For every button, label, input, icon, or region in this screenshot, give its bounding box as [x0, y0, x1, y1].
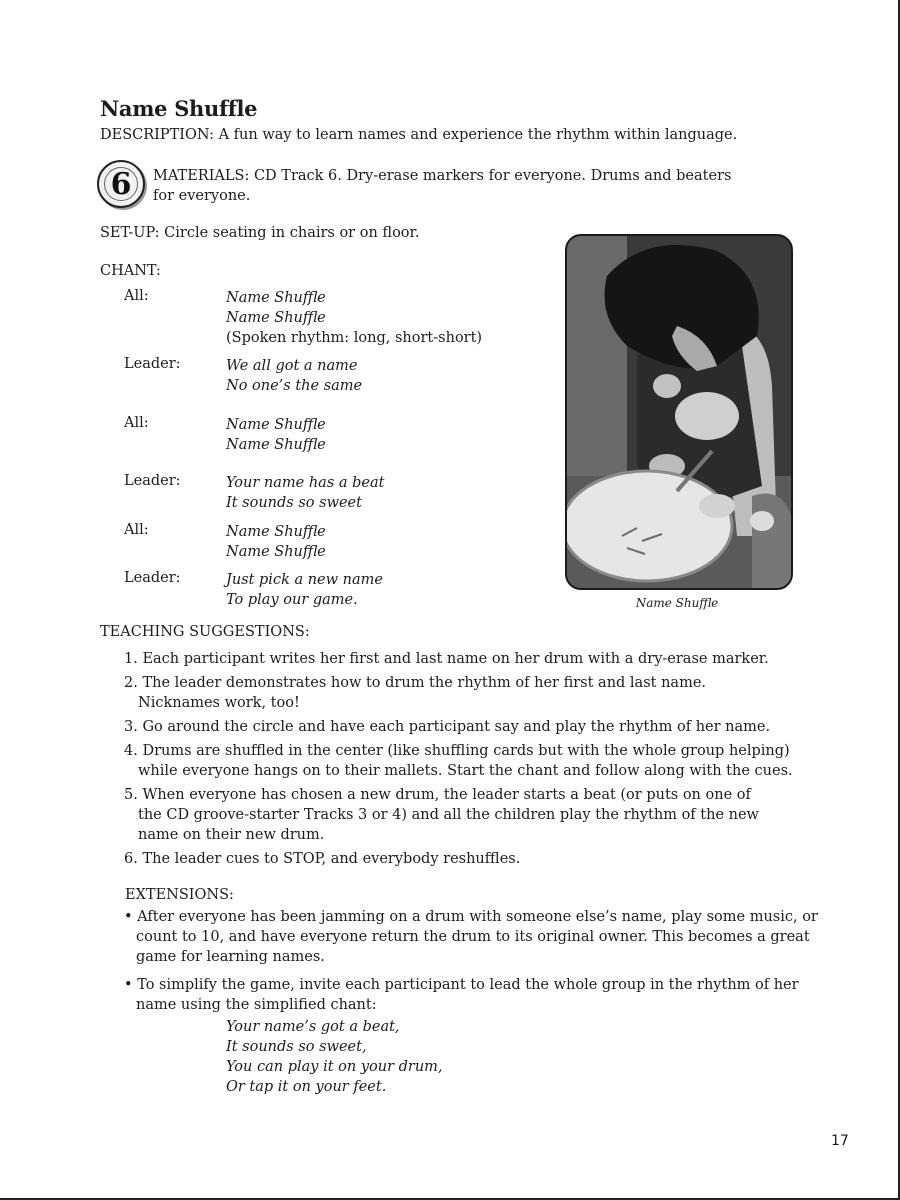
chant-heading: CHANT:	[100, 263, 161, 279]
description-text: DESCRIPTION: A fun way to learn names and experience the rhythm within language.	[100, 127, 738, 143]
extensions-heading: EXTENSIONS:	[125, 887, 234, 903]
photo-illustration	[567, 236, 791, 588]
chant-line: Name Shuffle	[226, 437, 326, 453]
chant-line: Name Shuffle	[226, 544, 326, 560]
teaching-item: 6. The leader cues to STOP, and everybody reshuffles.	[124, 851, 521, 867]
materials-text: MATERIALS: CD Track 6. Dry-erase markers for everyone. Drums and beaters for everyone.	[153, 168, 732, 204]
chant-speaker: All:	[124, 288, 149, 304]
chant-line: To play our game.	[226, 592, 358, 608]
simplified-chant-line: Or tap it on your feet.	[226, 1079, 387, 1095]
chant-verse	[226, 522, 326, 562]
chant-line: Your name has a beat	[226, 475, 385, 491]
extension-item: • To simplify the game, invite each participant to lead the whole group in the rhythm of her name using the simplified chant:	[124, 977, 799, 1013]
chant-line: Name Shuffle	[226, 290, 326, 306]
chant-line: Name Shuffle	[226, 310, 326, 326]
chant-note: (Spoken rhythm: long, short-short)	[226, 330, 483, 346]
chant-verse	[226, 356, 362, 396]
page-title: Name Shuffle	[100, 96, 258, 121]
simplified-chant	[226, 1017, 443, 1097]
chant-line: Name Shuffle	[226, 417, 326, 433]
chant-speaker: All:	[124, 522, 149, 538]
teaching-heading: TEACHING SUGGESTIONS:	[100, 624, 310, 640]
chant-verse	[226, 415, 326, 455]
cd-track-number: 6	[110, 167, 132, 202]
teaching-item: 2. The leader demonstrates how to drum the rhythm of her first and last name. Nicknames work, too!	[124, 675, 707, 711]
teaching-item: 5. When everyone has chosen a new drum, the leader starts a beat (or puts on one of the CD groove-starter Tracks 3 or 4) and all the children play the rhythm of the new name on their new drum.	[124, 787, 759, 843]
chant-verse	[226, 570, 383, 610]
chant-speaker: Leader:	[124, 356, 181, 372]
drumming-child-photo	[565, 234, 793, 590]
chant-line: It sounds so sweet	[226, 495, 362, 511]
chant-line: We all got a name	[226, 358, 358, 374]
chant-speaker: All:	[124, 415, 149, 431]
extension-item: • After everyone has been jamming on a drum with someone else’s name, play some music, or count to 10, and have everyone return the drum to its original owner. This becomes a great game for learning names.	[124, 909, 818, 965]
chant-verse	[226, 473, 384, 513]
chant-speaker: Leader:	[124, 473, 181, 489]
simplified-chant-line: Your name’s got a beat,	[226, 1019, 400, 1035]
chant-verse	[226, 288, 482, 348]
chant-line: Just pick a new name	[226, 572, 383, 588]
chant-line: Name Shuffle	[226, 524, 326, 540]
teaching-item: 4. Drums are shuffled in the center (like shuffling cards but with the whole group helping) while everyone hangs on to their mallets. Start the chant and follow along with the cues.	[124, 743, 793, 779]
photo-caption: Name Shuffle	[635, 596, 719, 610]
setup-text: SET-UP: Circle seating in chairs or on floor.	[100, 225, 420, 241]
page-number: 17	[831, 1133, 849, 1149]
chant-line: No one’s the same	[226, 378, 363, 394]
teaching-item: 3. Go around the circle and have each participant say and play the rhythm of her name.	[124, 719, 771, 735]
simplified-chant-line: It sounds so sweet,	[226, 1039, 367, 1055]
teaching-item: 1. Each participant writes her first and last name on her drum with a dry-erase marker.	[124, 651, 769, 667]
simplified-chant-line: You can play it on your drum,	[226, 1059, 443, 1075]
cd-track-icon	[97, 160, 145, 208]
chant-speaker: Leader:	[124, 570, 181, 586]
